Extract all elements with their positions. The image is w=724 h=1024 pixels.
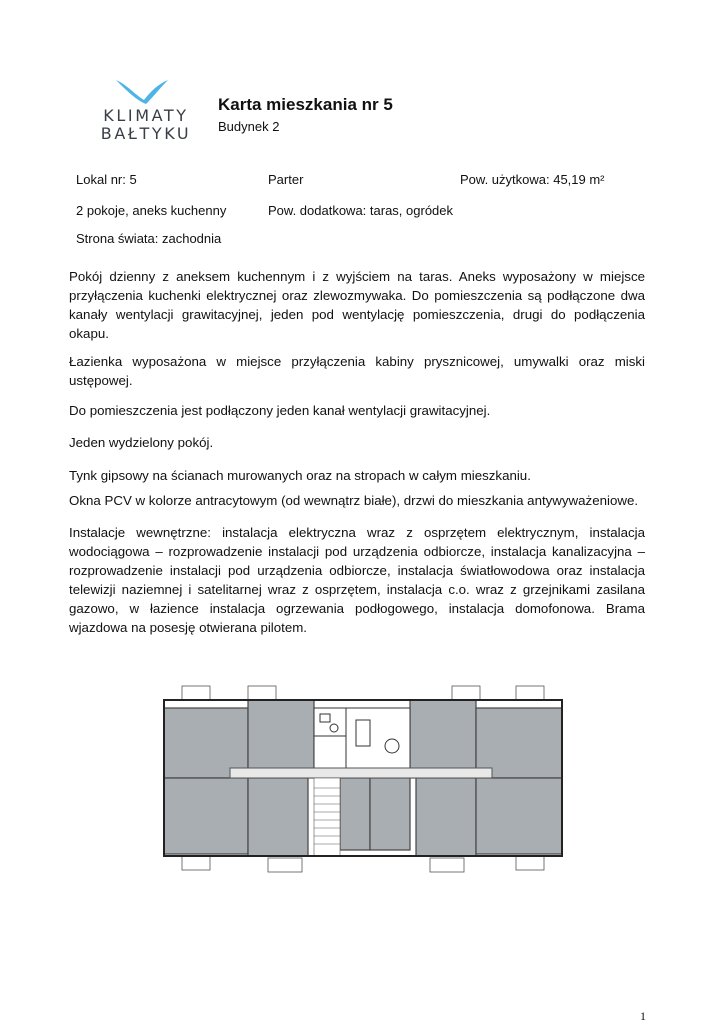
paragraph-room: Jeden wydzielony pokój.	[69, 435, 214, 450]
page-title: Karta mieszkania nr 5	[218, 95, 393, 114]
seagull-logo-icon	[96, 78, 196, 106]
usable-area: Pow. użytkowa: 45,19 m²	[460, 172, 605, 187]
paragraph-bathroom: Łazienka wyposażona w miejsce przyłączenia kabiny prysznicowej, umywalki oraz miski ustępowej.	[69, 354, 645, 388]
additional-area: Pow. dodatkowa: taras, ogródek	[268, 203, 454, 218]
paragraph-plaster: Tynk gipsowy na ścianach murowanych oraz na stropach w całym mieszkaniu.	[69, 468, 531, 483]
page-number: 1	[640, 1009, 646, 1023]
paragraph-ventilation: Do pomieszczenia jest podłączony jeden kanał wentylacji grawitacyjnej.	[69, 403, 491, 418]
building-label: Budynek 2	[218, 119, 280, 134]
floor-plan	[160, 684, 570, 876]
paragraph-windows: Okna PCV w kolorze antracytowym (od wewnątrz białe), drzwi do mieszkania antywyważeniowe.	[69, 493, 639, 508]
logo-text-line2: BAŁTYKU	[100, 124, 192, 143]
logo-text-line1: KLIMATY	[103, 106, 189, 125]
floor-level: Parter	[268, 172, 304, 187]
floor-plan-icon	[160, 684, 570, 876]
company-logo	[96, 78, 196, 144]
orientation: Strona świata: zachodnia	[76, 231, 222, 246]
paragraph-installations: Instalacje wewnętrzne: instalacja elektryczna wraz z osprzętem elektrycznym, instalacja wodociągowa – rozprowadzenie instalacji pod urządzenia odbiorcze, instalacja kanalizacyjna – rozprowadzenie instalacji pod urządzenia odbiorcze, instalacja światłowodowa oraz instalacja telewizji naziemnej i satelitarnej wraz z osprzętem, instalacja c.o. wraz z grzejnikami zasilana gazowo, w łazience instalacja ogrzewania podłogowego, instalacja domofonowa. Brama wjazdowa na posesję otwierana pilotem.	[69, 525, 645, 635]
paragraph-living-room: Pokój dzienny z aneksem kuchennym i z wyjściem na taras. Aneks wyposażony w miejsce przyłączenia kuchenki elektrycznej oraz zlewozmywaka. Do pomieszczenia są podłączone dwa kanały wentylacji grawitacyjnej, jeden pod wentylację pomieszczenia, drugi do podłączenia okapu.	[69, 269, 645, 341]
room-count: 2 pokoje, aneks kuchenny	[76, 203, 227, 218]
unit-number: Lokal nr: 5	[76, 172, 137, 187]
